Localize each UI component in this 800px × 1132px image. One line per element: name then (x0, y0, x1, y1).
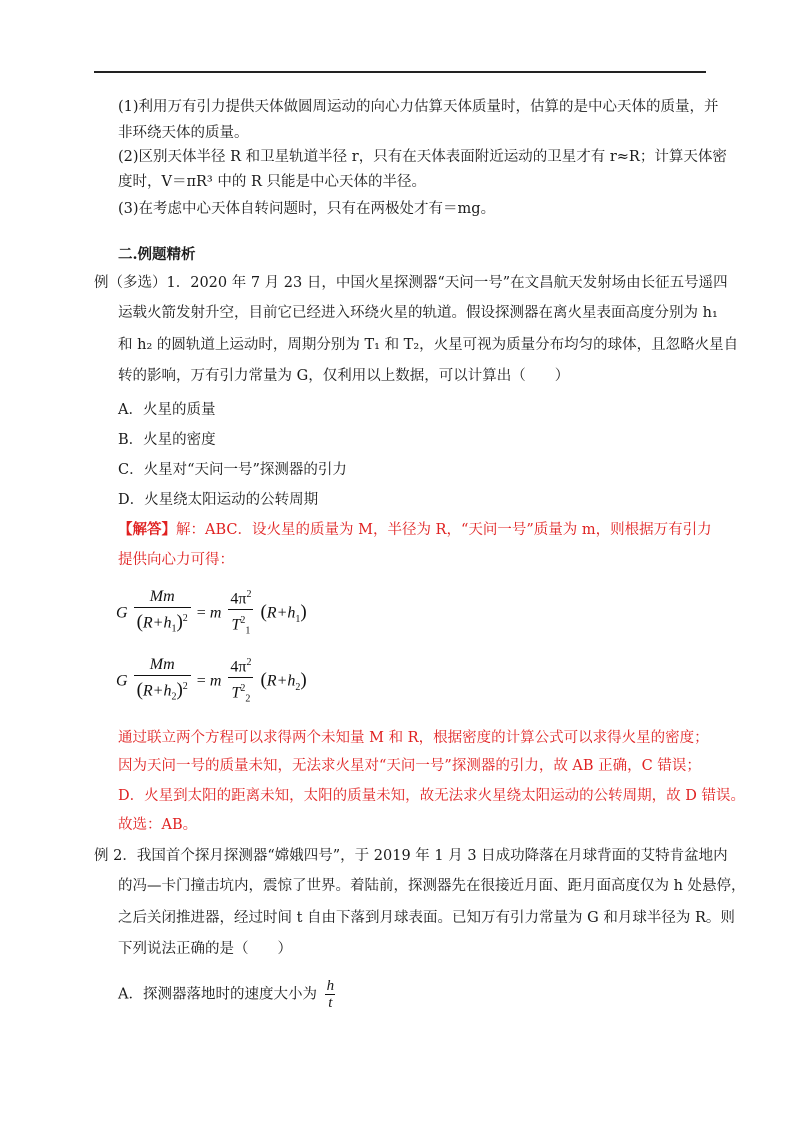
pi-sup: 2 (246, 657, 252, 668)
note-1b: 非环绕天体的质量。 (118, 125, 249, 141)
fraction2-den (228, 677, 253, 711)
fraction-den: $(R+h_2)^2$ (134, 675, 191, 709)
den-sub: 2 (171, 691, 177, 703)
fraction-1 (134, 587, 191, 641)
example2-line4: 下列说法正确的是（ ） (118, 941, 292, 957)
option-a-fraction (324, 978, 338, 1011)
header-rule (94, 71, 706, 73)
answer-text: 解：ABC．设火星的质量为 M，半径为 R，“天问一号”质量为 m，则根据万有引力 (176, 522, 712, 538)
conclusion: 故选：AB。 (118, 817, 198, 833)
T-sup: 2 (240, 615, 246, 627)
formula-G: G (116, 672, 128, 690)
fraction-1 (134, 655, 191, 709)
fraction2-den (228, 609, 253, 643)
pi-sup: 2 (246, 589, 252, 600)
formula-eq: = (196, 604, 206, 622)
formula-1: G $\frac{Mm}{(R+h_1)^2}$ = m $\frac{4\pi^2}{T^2_1}$ $(R+h_1)$ (116, 585, 307, 643)
example2-line2: 的冯—卡门撞击坑内，震惊了世界。着陆前，探测器先在很接近月面、距月面高度仅为 h 处悬停， (118, 878, 746, 894)
example2-option-a (118, 978, 339, 1011)
formula-G: G (116, 604, 128, 622)
fraction-2 (227, 585, 254, 643)
T-sup: 2 (240, 683, 246, 695)
option-a: A．火星的质量 (118, 402, 216, 418)
T: T (231, 616, 241, 634)
note-2a: (2)区别天体半径 R 和卫星轨道半径 r，只有在天体表面附近运动的卫星才有 r≈R；计算天体密 (118, 149, 727, 165)
formula-m: m (209, 604, 222, 622)
rhs-sub: 2 (295, 681, 301, 693)
rhs-expr: R+h (266, 604, 296, 622)
option-d: D．火星绕太阳运动的公转周期 (118, 492, 319, 508)
frac-h: h (326, 978, 335, 994)
example1-line4: 转的影响，万有引力常量为 G，仅利用以上数据，可以计算出（ ） (118, 368, 570, 384)
T-sub: 2 (245, 693, 251, 705)
den-sup: 2 (182, 681, 188, 693)
answer-label: 【解答】 (118, 521, 176, 538)
option-a-text: A．探测器落地时的速度大小为 (118, 986, 317, 1003)
answer-line1 (118, 520, 712, 540)
option-b: B．火星的密度 (118, 432, 216, 448)
example1-line1: 例（多选）1．2020 年 7 月 23 日，中国火星探测器“天问一号”在文昌航天发射场由长征五号遥四 (94, 275, 728, 291)
fraction2-num (227, 585, 254, 609)
example2-line1: 例 2．我国首个探月探测器“嫦娥四号”，于 2019 年 1 月 3 日成功降落在月球背面的艾特肯盆地内 (94, 848, 728, 864)
rhs-sub: 1 (295, 613, 301, 625)
note-3: (3)在考虑中心天体自转问题时，只有在两极处才有＝mg。 (118, 201, 496, 217)
fraction-num: Mm (149, 656, 175, 674)
answer-line2: 提供向心力可得： (118, 552, 234, 568)
section-title: 二.例题精析 (118, 246, 196, 263)
four-pi: 4π (230, 590, 247, 608)
den-sub: 1 (171, 623, 177, 635)
four-pi: 4π (230, 658, 247, 676)
fraction-den: $(R+h_1)^2$ (134, 607, 191, 641)
T: T (231, 684, 241, 702)
note-1a: (1)利用万有引力提供天体做圆周运动的向心力估算天体质量时，估算的是中心天体的质量，并 (118, 99, 719, 115)
rhs-expr: R+h (266, 672, 296, 690)
den-expr: R+h (142, 614, 172, 632)
frac-t: t (325, 994, 335, 1011)
example1-line3: 和 h₂ 的圆轨道上运动时，周期分别为 T₁ 和 T₂，火星可视为质量分布均匀的球体，且忽略火星自 (118, 337, 739, 353)
example2-line3: 之后关闭推进器，经过时间 t 自由下落到月球表面。已知万有引力常量为 G 和月球半径为 R。则 (118, 910, 735, 926)
explanation-2: 因为天问一号的质量未知，无法求火星对“天问一号”探测器的引力，故 AB 正确，C 错误； (118, 758, 701, 774)
formula-m: m (209, 672, 222, 690)
fraction-num: Mm (149, 588, 175, 606)
fraction-2 (227, 653, 254, 711)
den-expr: R+h (142, 682, 172, 700)
note-2b: 度时，V＝πR³ 中的 R 只能是中心天体的半径。 (118, 174, 426, 190)
formula-eq: = (196, 672, 206, 690)
formula-2: G $\frac{Mm}{(R+h_2)^2}$ = m $\frac{4\pi^2}{T^2_2}$ $(R+h_2)$ (116, 653, 307, 711)
example1-line2: 运载火箭发射升空，目前它已经进入环绕火星的轨道。假设探测器在离火星表面高度分别为 h₁ (118, 305, 718, 321)
explanation-1: 通过联立两个方程可以求得两个未知量 M 和 R，根据密度的计算公式可以求得火星的密度； (118, 730, 709, 746)
fraction2-num (227, 653, 254, 677)
option-c: C．火星对“天问一号”探测器的引力 (118, 462, 347, 478)
den-sup: 2 (182, 613, 188, 625)
T-sub: 1 (245, 625, 251, 637)
explanation-3: D．火星到太阳的距离未知，太阳的质量未知，故无法求火星绕太阳运动的公转周期，故 D 错误。 (118, 788, 745, 804)
